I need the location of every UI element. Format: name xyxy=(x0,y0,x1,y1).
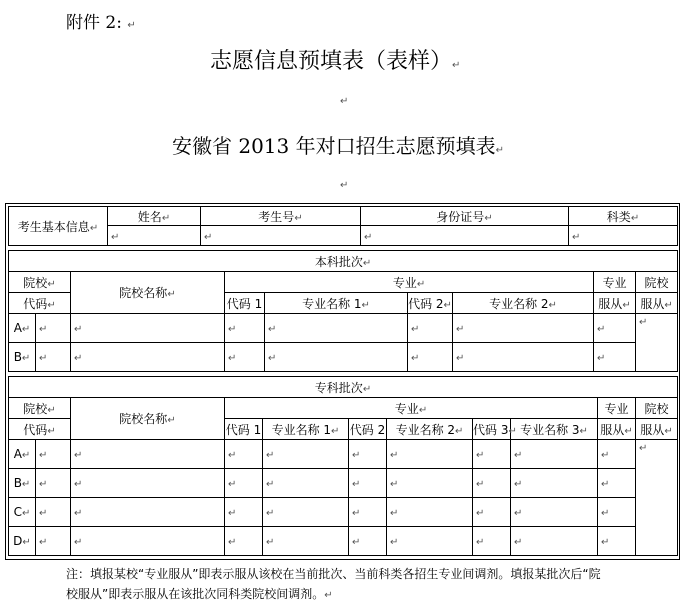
cell[interactable]: ↵ xyxy=(453,314,594,343)
cell[interactable]: ↵ xyxy=(71,469,225,498)
cell[interactable]: ↵ xyxy=(387,440,473,469)
table-row xyxy=(9,314,678,343)
cell[interactable]: ↵ xyxy=(71,498,225,527)
cell[interactable]: ↵ xyxy=(71,527,225,556)
attachment-label: 附件 2: ↵ xyxy=(66,13,136,33)
basic-info-table xyxy=(8,206,678,246)
cell[interactable]: ↵ xyxy=(263,469,349,498)
cell[interactable]: ↵ xyxy=(36,440,71,469)
subject-field[interactable]: ↵ xyxy=(569,226,678,246)
table-row xyxy=(9,343,678,372)
code1-header: 代码 1 xyxy=(225,293,265,314)
table-row xyxy=(9,469,678,498)
table-row xyxy=(9,527,678,556)
cell[interactable]: ↵ xyxy=(36,498,71,527)
cell[interactable]: ↵ xyxy=(225,498,263,527)
cell[interactable]: ↵ xyxy=(71,343,225,372)
major-obey-header-2: 服从↵ xyxy=(598,419,636,440)
major-header: 专业↵ xyxy=(225,398,598,419)
row-label: B↵ xyxy=(9,469,36,498)
row-label: B↵ xyxy=(9,343,36,372)
school-obey-header-1: 院校 xyxy=(636,272,678,293)
school-obey-header-1: 院校 xyxy=(636,398,678,419)
school-obey-header-2: 服从↵ xyxy=(636,293,678,314)
cell[interactable]: ↵ xyxy=(387,527,473,556)
footnote-line-1: 注：填报某校“专业服从”即表示服从该校在当前批次、当前科类各招生专业间调剂。填报某批次后“院 xyxy=(66,567,601,581)
cell[interactable]: ↵ xyxy=(36,314,71,343)
cell[interactable]: ↵ xyxy=(71,440,225,469)
cell[interactable]: ↵ xyxy=(263,440,349,469)
college-table xyxy=(8,376,678,556)
cell[interactable]: ↵ xyxy=(598,440,636,469)
main-title: 志愿信息预填表（表样）↵ xyxy=(210,49,461,74)
cell[interactable]: ↵ xyxy=(511,498,598,527)
footnote-line-2: 校服从”即表示服从在该批次同科类院校间调剂。↵ xyxy=(66,587,333,601)
name-header: 姓名↵ xyxy=(108,207,201,226)
cell[interactable]: ↵ xyxy=(36,343,71,372)
cell[interactable]: ↵ xyxy=(225,440,263,469)
major-obey-header-1: 专业 xyxy=(594,272,636,293)
form-title: 安徽省 2013 年对口招生志愿预填表↵ xyxy=(172,134,505,158)
major-obey-header-1: 专业 xyxy=(598,398,636,419)
cell[interactable]: ↵ xyxy=(473,469,511,498)
major-name3-header: 专业名称 3↵ xyxy=(511,419,598,440)
cell[interactable]: ↵ xyxy=(349,527,387,556)
college-title: 专科批次↵ xyxy=(9,377,678,398)
cell[interactable]: ↵ xyxy=(225,527,263,556)
cell[interactable]: ↵ xyxy=(263,498,349,527)
cell[interactable]: ↵ xyxy=(225,314,265,343)
cell[interactable]: ↵ xyxy=(598,469,636,498)
school-code-header-1: 院校↵ xyxy=(9,272,71,293)
cell[interactable]: ↵ xyxy=(598,527,636,556)
school-code-header-2: 代码↵ xyxy=(9,293,71,314)
undergrad-table xyxy=(8,250,678,372)
row-label: C↵ xyxy=(9,498,36,527)
cell[interactable]: ↵ xyxy=(594,314,636,343)
code3-header: 代码 3↵ xyxy=(473,419,511,440)
cell[interactable]: ↵ xyxy=(594,343,636,372)
cell[interactable]: ↵ xyxy=(265,314,408,343)
school-obey-cell[interactable]: ↵ xyxy=(636,440,678,556)
cell[interactable]: ↵ xyxy=(349,440,387,469)
cell[interactable]: ↵ xyxy=(349,469,387,498)
cell[interactable]: ↵ xyxy=(225,343,265,372)
cell[interactable]: ↵ xyxy=(511,469,598,498)
exam-no-field[interactable]: ↵ xyxy=(201,226,361,246)
cell[interactable]: ↵ xyxy=(473,440,511,469)
cell[interactable]: ↵ xyxy=(511,440,598,469)
school-obey-header-2: 服从↵ xyxy=(636,419,678,440)
cell[interactable]: ↵ xyxy=(225,469,263,498)
code1-header: 代码 1 xyxy=(225,419,263,440)
row-label: A↵ xyxy=(9,314,36,343)
cell[interactable]: ↵ xyxy=(387,469,473,498)
basic-info-label: 考生基本信息↵ xyxy=(9,207,108,246)
cell[interactable]: ↵ xyxy=(511,527,598,556)
id-no-field[interactable]: ↵ xyxy=(361,226,569,246)
cell[interactable]: ↵ xyxy=(453,343,594,372)
undergrad-title: 本科批次↵ xyxy=(9,251,678,272)
cell[interactable]: ↵ xyxy=(408,343,453,372)
cell[interactable]: ↵ xyxy=(408,314,453,343)
major-header: 专业↵ xyxy=(225,272,594,293)
cell[interactable]: ↵ xyxy=(473,498,511,527)
exam-no-header: 考生号↵ xyxy=(201,207,361,226)
id-no-header: 身份证号↵ xyxy=(361,207,569,226)
table-row xyxy=(9,498,678,527)
cell[interactable]: ↵ xyxy=(36,527,71,556)
cell[interactable]: ↵ xyxy=(387,498,473,527)
cell[interactable]: ↵ xyxy=(349,498,387,527)
school-obey-cell[interactable]: ↵ xyxy=(636,314,678,372)
major-name2-header: 专业名称 2↵ xyxy=(387,419,473,440)
code2-header: 代码 2↵ xyxy=(408,293,453,314)
cell[interactable]: ↵ xyxy=(36,469,71,498)
cell[interactable]: ↵ xyxy=(71,314,225,343)
cell[interactable]: ↵ xyxy=(598,498,636,527)
major-name1-header: 专业名称 1↵ xyxy=(265,293,408,314)
cell[interactable]: ↵ xyxy=(473,527,511,556)
major-obey-header-2: 服从↵ xyxy=(594,293,636,314)
table-row xyxy=(9,440,678,469)
major-name2-header: 专业名称 2↵ xyxy=(453,293,594,314)
school-code-header-1: 院校↵ xyxy=(9,398,71,419)
paragraph-mark: ↵ xyxy=(340,96,349,107)
row-label: A↵ xyxy=(9,440,36,469)
school-name-header: 院校名称↵ xyxy=(71,272,225,314)
code2-header: 代码 2 xyxy=(349,419,387,440)
school-name-header: 院校名称↵ xyxy=(71,398,225,440)
paragraph-mark: ↵ xyxy=(340,180,349,191)
cell[interactable]: ↵ xyxy=(265,343,408,372)
row-label: D↵ xyxy=(9,527,36,556)
major-name1-header: 专业名称 1↵ xyxy=(263,419,349,440)
name-field[interactable]: ↵ xyxy=(108,226,201,246)
cell[interactable]: ↵ xyxy=(263,527,349,556)
subject-header: 科类↵ xyxy=(569,207,678,226)
school-code-header-2: 代码↵ xyxy=(9,419,71,440)
